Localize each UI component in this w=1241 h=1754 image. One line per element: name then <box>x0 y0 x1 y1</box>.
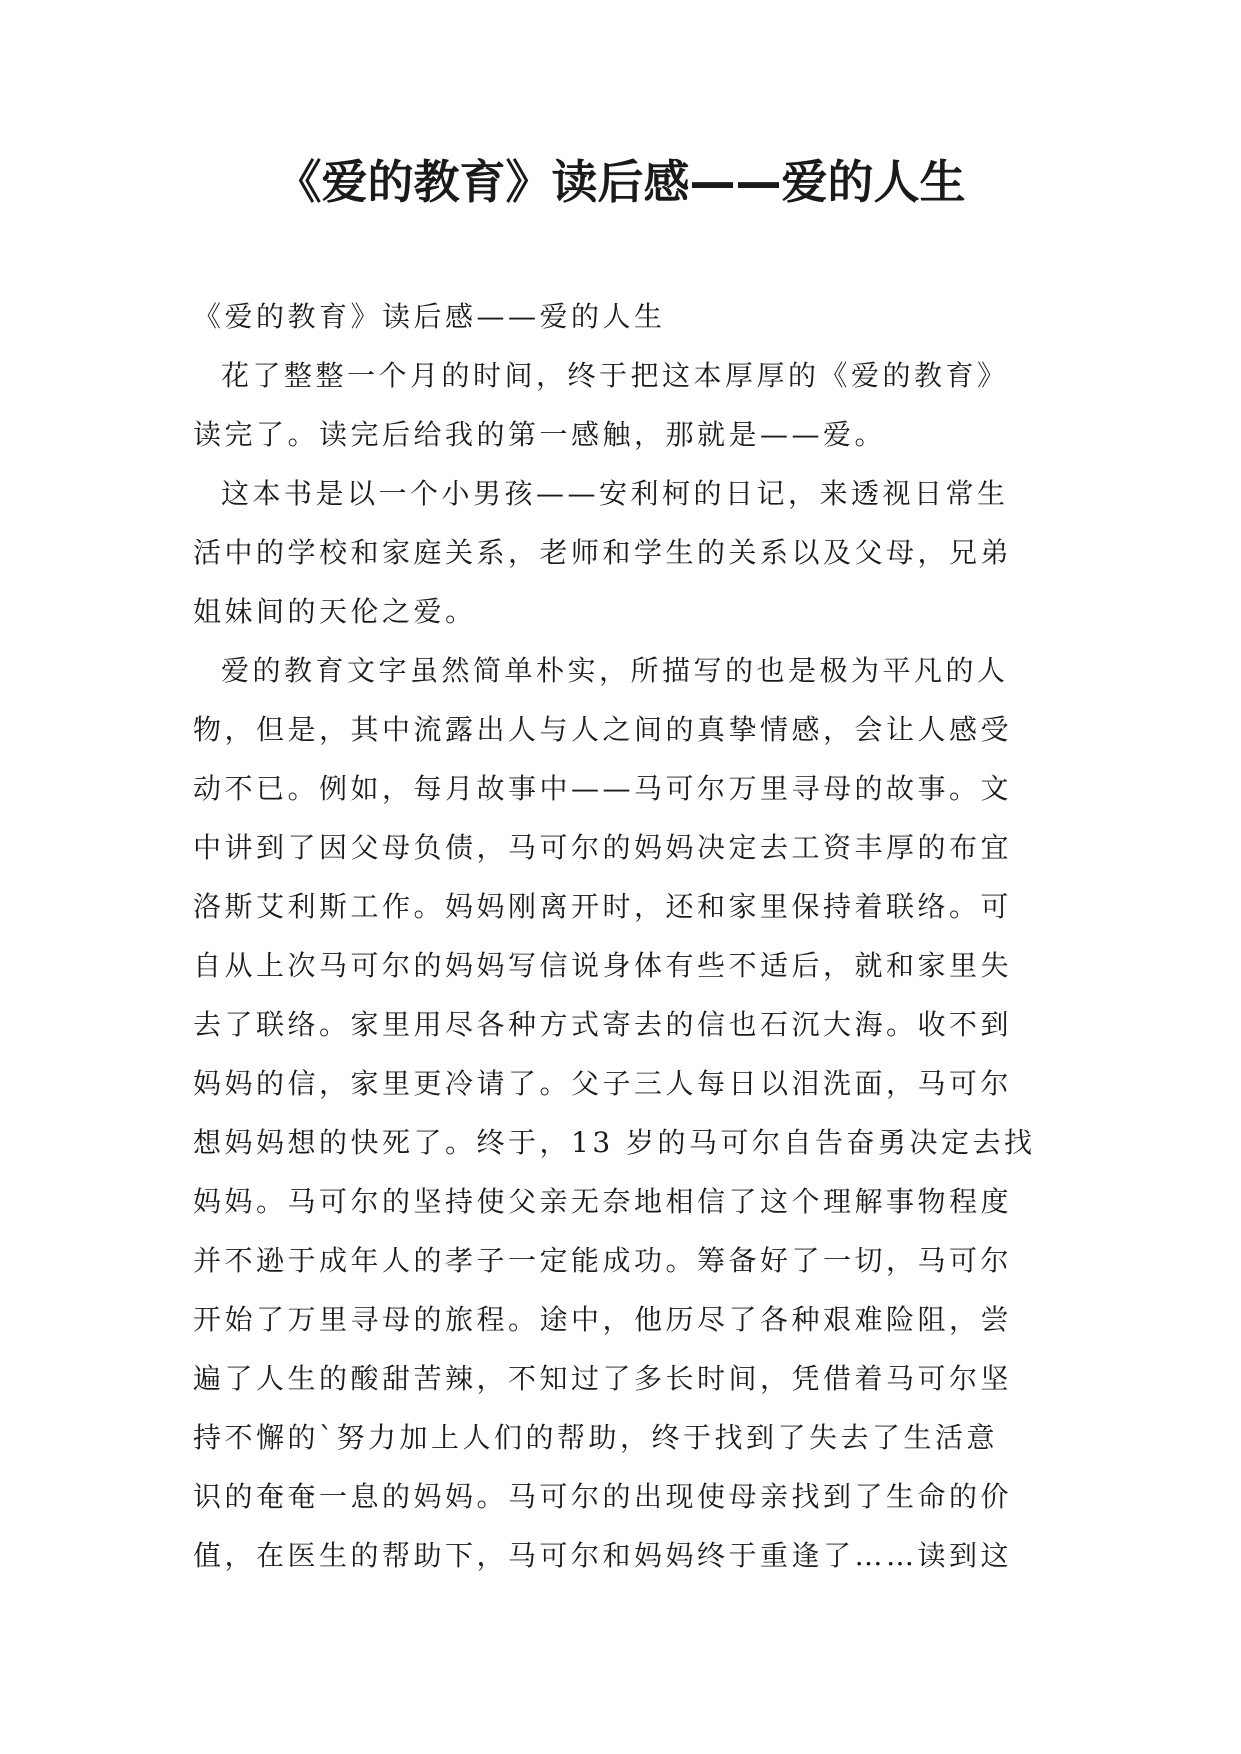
paragraph-line: 活中的学校和家庭关系，老师和学生的关系以及父母，兄弟 <box>193 536 1013 569</box>
paragraph-line: 想妈妈想的快死了。终于，13 岁的马可尔自告奋勇决定去找 <box>193 1126 1036 1159</box>
document-title: 《爱的教育》读后感——爱的人生 <box>275 155 966 209</box>
paragraph-line: 妈妈的信，家里更冷请了。父子三人每日以泪洗面，马可尔 <box>193 1067 1013 1100</box>
paragraph-line: 姐妹间的天伦之爱。 <box>193 595 477 628</box>
paragraph-line: 动不已。例如，每月故事中——马可尔万里寻母的故事。文 <box>193 772 1013 805</box>
paragraph-line: 去了联络。家里用尽各种方式寄去的信也石沉大海。收不到 <box>193 1008 1013 1041</box>
paragraph-line: 这本书是以一个小男孩——安利柯的日记，来透视日常生 <box>221 477 1009 510</box>
paragraph-line: 自从上次马可尔的妈妈写信说身体有些不适后，就和家里失 <box>193 949 1013 982</box>
subtitle-line: 《爱的教育》读后感——爱的人生 <box>193 300 666 333</box>
paragraph-line: 花了整整一个月的时间，终于把这本厚厚的《爱的教育》 <box>221 359 1009 392</box>
paragraph-line: 开始了万里寻母的旅程。途中，他历尽了各种艰难险阻，尝 <box>193 1303 1013 1336</box>
paragraph-line: 值，在医生的帮助下，马可尔和妈妈终于重逢了……读到这 <box>193 1539 1013 1572</box>
paragraph-line: 并不逊于成年人的孝子一定能成功。筹备好了一切，马可尔 <box>193 1244 1013 1277</box>
paragraph-line: 妈妈。马可尔的坚持使父亲无奈地相信了这个理解事物程度 <box>193 1185 1013 1218</box>
paragraph-line: 洛斯艾利斯工作。妈妈刚离开时，还和家里保持着联络。可 <box>193 890 1013 923</box>
paragraph-line: 遍了人生的酸甜苦辣，不知过了多长时间，凭借着马可尔坚 <box>193 1362 1013 1395</box>
paragraph-line: 读完了。读完后给我的第一感触，那就是——爱。 <box>193 418 887 451</box>
paragraph-line: 爱的教育文字虽然简单朴实，所描写的也是极为平凡的人 <box>221 654 1009 687</box>
paragraph-line: 识的奄奄一息的妈妈。马可尔的出现使母亲找到了生命的价 <box>193 1480 1013 1513</box>
paragraph-line: 物，但是，其中流露出人与人之间的真挚情感，会让人感受 <box>193 713 1013 746</box>
paragraph-line: 中讲到了因父母负债，马可尔的妈妈决定去工资丰厚的布宜 <box>193 831 1013 864</box>
paragraph-line: 持不懈的`努力加上人们的帮助，终于找到了失去了生活意 <box>193 1421 999 1454</box>
document-body <box>193 287 1063 1585</box>
